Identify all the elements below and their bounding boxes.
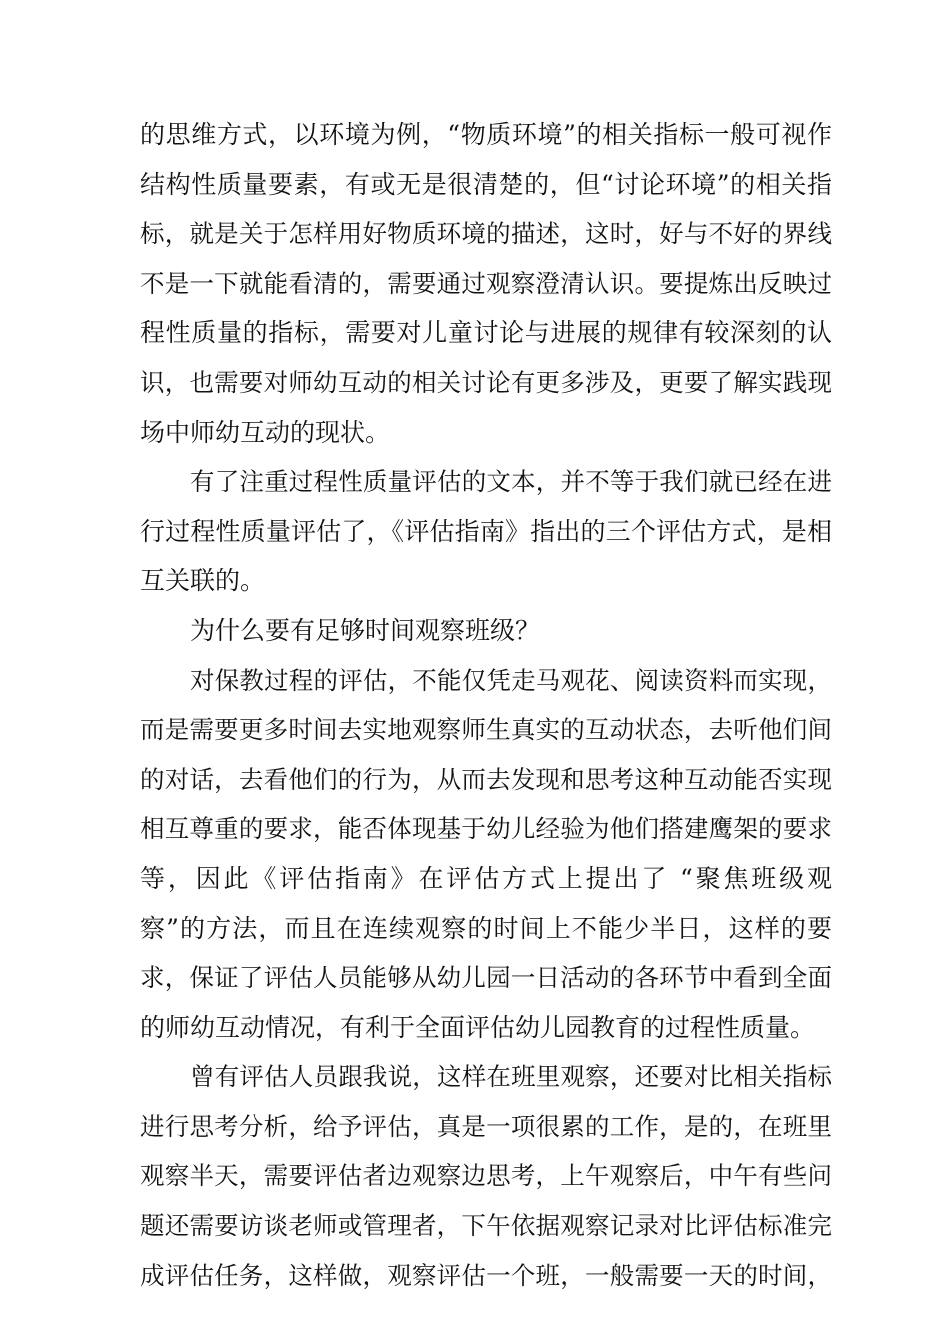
- text-line: 结构性质量要素，有或无是很清楚的，但“讨论环境”的相关指: [140, 169, 832, 199]
- text-line: 的对话，去看他们的行为，从而去发现和思考这种互动能否实现: [140, 764, 832, 794]
- text-line: 的师幼互动情况，有利于全面评估幼儿园教育的过程性质量。: [140, 1012, 816, 1042]
- text-line: 的思维方式，以环境为例，“物质环境”的相关指标一般可视作: [140, 120, 832, 149]
- text-line: 为什么要有足够时间观察班级？: [190, 615, 541, 645]
- text-line: 观察半天，需要评估者边观察边思考，上午观察后，中午有些问: [140, 1161, 832, 1191]
- text-line: 等，因此《评估指南》在评估方式上提出了 “聚焦班级观: [140, 863, 832, 893]
- text-line: 而是需要更多时间去实地观察师生真实的互动状态，去听他们间: [140, 715, 832, 745]
- text-line: 有了注重过程性质量评估的文本，并不等于我们就已经在进: [190, 467, 832, 497]
- text-line: 不是一下就能看清的，需要通过观察澄清认识。要提炼出反映过: [140, 268, 832, 298]
- text-line: 题还需要访谈老师或管理者，下午依据观察记录对比评估标准完: [140, 1211, 832, 1241]
- text-line: 互关联的。: [140, 566, 266, 596]
- text-line: 场中师幼互动的现状。: [140, 417, 391, 447]
- text-line: 求，保证了评估人员能够从幼儿园一日活动的各环节中看到全面: [140, 963, 832, 993]
- text-line: 察”的方法，而且在连续观察的时间上不能少半日，这样的要: [140, 913, 832, 943]
- text-line: 识，也需要对师幼互动的相关讨论有更多涉及，更要了解实践现: [140, 367, 832, 397]
- text-line: 对保教过程的评估，不能仅凭走马观花、阅读资料而实现，: [190, 665, 832, 695]
- body-text: [140, 110, 832, 1300]
- text-line: 行过程性质量评估了，《评估指南》指出的三个评估方式，是相: [140, 516, 832, 546]
- text-line: 相互尊重的要求，能否体现基于幼儿经验为他们搭建鹰架的要求: [140, 814, 832, 844]
- text-line: 标，就是关于怎样用好物质环境的描述，这时，好与不好的界线: [140, 219, 832, 249]
- text-line: 进行思考分析，给予评估，真是一项很累的工作，是的，在班里: [140, 1111, 832, 1141]
- text-line: 曾有评估人员跟我说，这样在班里观察，还要对比相关指标: [190, 1062, 832, 1092]
- text-line: 程性质量的指标，需要对儿童讨论与进展的规律有较深刻的认: [140, 318, 832, 348]
- text-line: 成评估任务，这样做，观察评估一个班，一般需要一天的时间，: [140, 1260, 832, 1290]
